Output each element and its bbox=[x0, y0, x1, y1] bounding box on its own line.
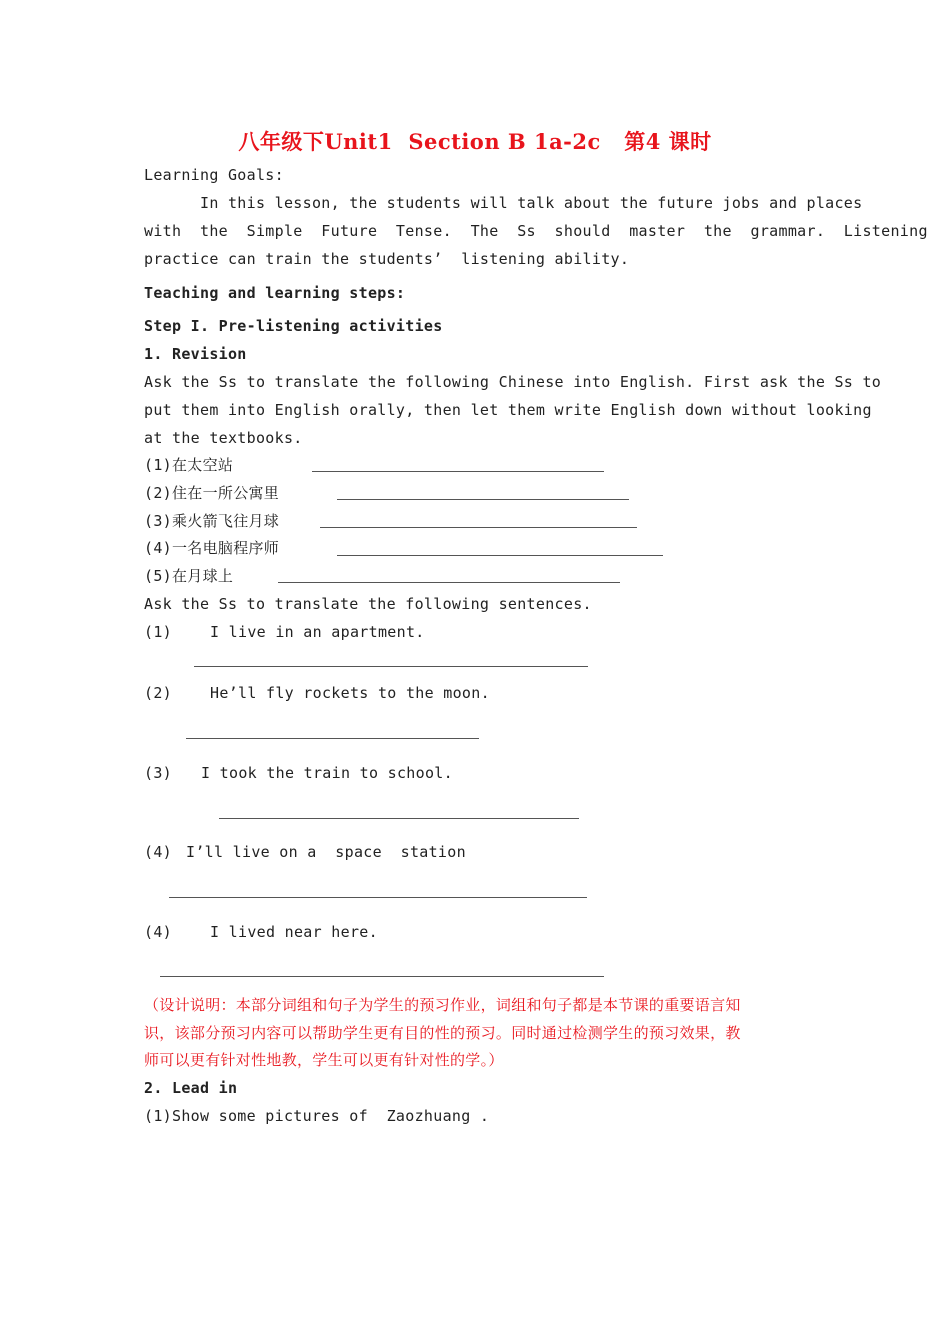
revision-line: Ask the Ss to translate the following Chinese into English. First ask the Ss to bbox=[144, 373, 882, 391]
design-note-line: 师可以更有针对性地教，学生可以更有针对性的学。） bbox=[144, 1051, 504, 1069]
lead-in-item: (1)Show some pictures of Zaozhuang . bbox=[144, 1107, 490, 1125]
page-title: 八年级下Unit1 Section B 1a-2c 第4 课时 bbox=[238, 129, 712, 154]
answer-blank[interactable] bbox=[337, 499, 629, 500]
answer-blank[interactable] bbox=[312, 471, 604, 472]
sentence-number: (4) bbox=[144, 843, 172, 861]
sentence-number: (1) bbox=[144, 623, 172, 641]
answer-blank[interactable] bbox=[219, 818, 579, 819]
sentence-number: (3) bbox=[144, 764, 172, 782]
sentence-text: I lived near here. bbox=[210, 923, 378, 941]
sentence-text: He’ll fly rockets to the moon. bbox=[210, 684, 490, 702]
answer-blank[interactable] bbox=[186, 738, 479, 739]
lead-in-heading: 2. Lead in bbox=[144, 1079, 238, 1097]
goals-line: with the Simple Future Tense. The Ss should master the grammar. Listening bbox=[144, 222, 928, 240]
answer-blank[interactable] bbox=[320, 527, 637, 528]
revision-heading: 1. Revision bbox=[144, 345, 247, 363]
revision-line: at the textbooks. bbox=[144, 429, 303, 447]
phrase-item: (1)在太空站 bbox=[144, 456, 234, 474]
answer-blank[interactable] bbox=[278, 582, 620, 583]
sentence-number: (4) bbox=[144, 923, 172, 941]
answer-blank[interactable] bbox=[160, 976, 604, 977]
sentence-text: I live in an apartment. bbox=[210, 623, 425, 641]
sentences-intro: Ask the Ss to translate the following sentences. bbox=[144, 595, 592, 613]
sentence-text: I took the train to school. bbox=[201, 764, 453, 782]
sentence-text: I’ll live on a space station bbox=[186, 843, 466, 861]
goals-line: practice can train the students’ listening ability. bbox=[144, 250, 630, 268]
phrase-item: (2)住在一所公寓里 bbox=[144, 484, 280, 502]
answer-blank[interactable] bbox=[169, 897, 587, 898]
design-note-line: 识，该部分预习内容可以帮助学生更有目的性的预习。同时通过检测学生的预习效果，教 bbox=[144, 1024, 741, 1042]
answer-blank[interactable] bbox=[194, 666, 588, 667]
goals-line: In this lesson, the students will talk about the future jobs and places bbox=[144, 194, 863, 212]
steps-heading: Teaching and learning steps: bbox=[144, 284, 406, 302]
step1-heading: Step I. Pre-listening activities bbox=[144, 317, 443, 335]
phrase-item: (4)一名电脑程序师 bbox=[144, 539, 280, 557]
goals-heading: Learning Goals: bbox=[144, 166, 284, 184]
phrase-item: (3)乘火箭飞往月球 bbox=[144, 512, 280, 530]
answer-blank[interactable] bbox=[337, 555, 663, 556]
sentence-number: (2) bbox=[144, 684, 172, 702]
phrase-item: (5)在月球上 bbox=[144, 567, 234, 585]
revision-line: put them into English orally, then let them write English down without looking bbox=[144, 401, 872, 419]
design-note-line: （设计说明：本部分词组和句子为学生的预习作业，词组和句子都是本节课的重要语言知 bbox=[144, 996, 741, 1014]
